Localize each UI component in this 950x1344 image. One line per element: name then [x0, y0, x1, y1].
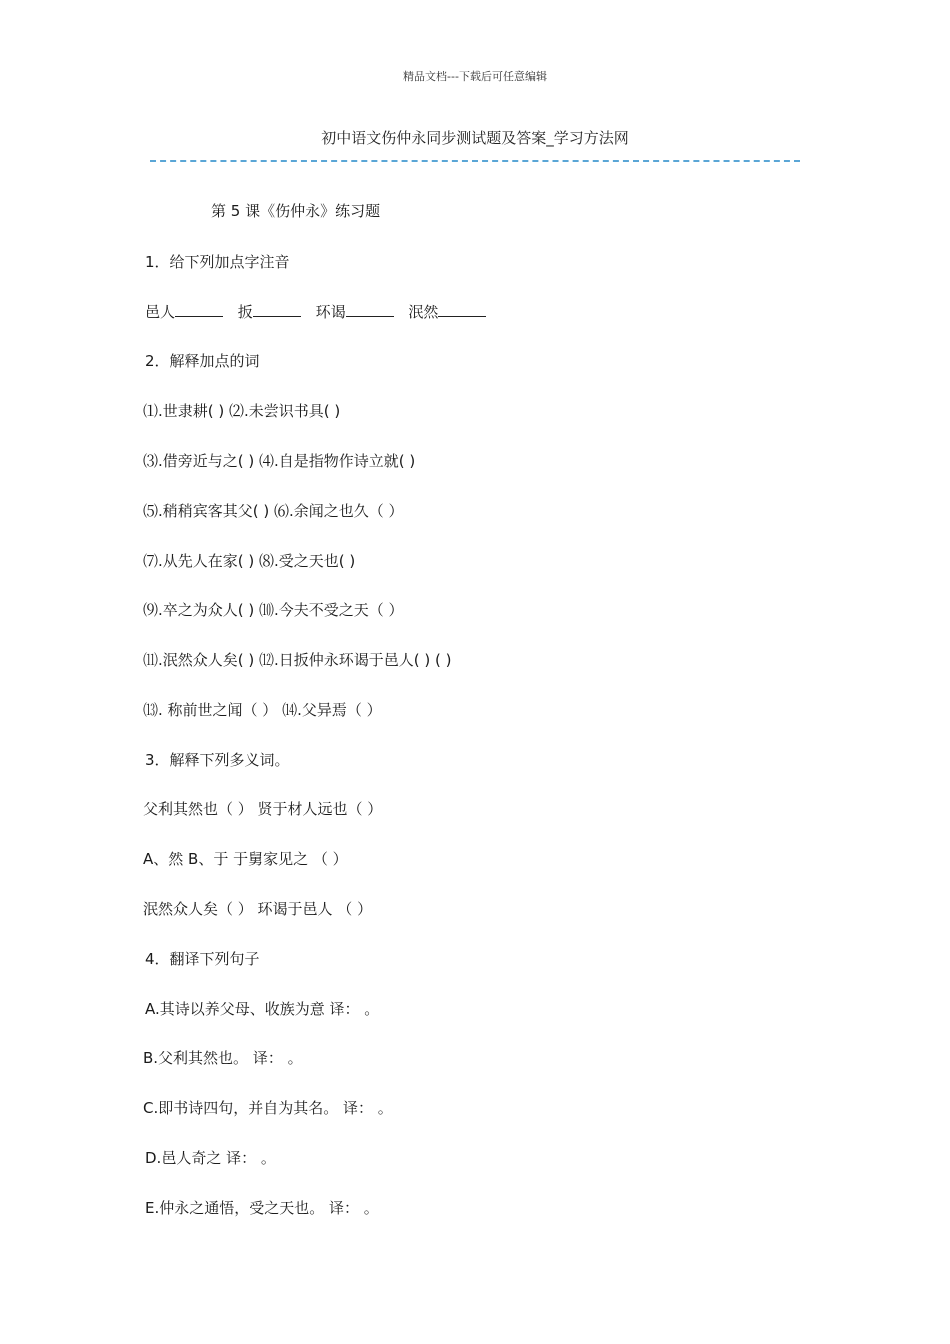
question-2-line: ⑶.借旁近与之( ) ⑷.自是指物作诗立就( )	[143, 452, 416, 470]
question-3-heading: 3．解释下列多义词。	[145, 751, 290, 769]
question-3-line: A、然 B、于 于舅家见之 （ ）	[143, 850, 348, 868]
pinyin-item: 邑人	[145, 303, 176, 321]
question-1-heading: 1．给下列加点字注音	[145, 253, 290, 271]
pinyin-item: 环谒	[315, 303, 346, 321]
question-1-items	[145, 302, 496, 322]
question-4-line: C.即书诗四句，并自为其名。 译： 。	[143, 1099, 393, 1117]
question-3-line: 泯然众人矣（ ） 环谒于邑人 （ ）	[143, 900, 373, 918]
lesson-heading: 第 5 课《伤仲永》练习题	[211, 202, 381, 220]
question-2-line: ⑺.从先人在家( ) ⑻.受之天也( )	[143, 552, 356, 570]
header-note: 精品文档---下载后可任意编辑	[403, 70, 547, 83]
answer-blank[interactable]	[253, 302, 301, 317]
answer-blank[interactable]	[175, 302, 223, 317]
document-title: 初中语文伤仲永同步测试题及答案_学习方法网	[321, 129, 629, 147]
question-2-line: ⑴.世隶耕( ) ⑵.未尝识书具( )	[143, 402, 341, 420]
question-2-line: ⒀. 称前世之闻（ ） ⒁.父异焉（ ）	[143, 701, 382, 719]
answer-blank[interactable]	[346, 302, 394, 317]
question-2-heading: 2．解释加点的词	[145, 352, 260, 370]
question-4-line: E.仲永之通悟，受之天也。 译： 。	[145, 1199, 379, 1217]
question-4-line: A.其诗以养父母、收族为意 译： 。	[145, 1000, 380, 1018]
question-2-line: ⑾.泯然众人矣( ) ⑿.日扳仲永环谒于邑人( ) ( )	[143, 651, 452, 669]
question-3-line: 父利其然也（ ） 贤于材人远也（ ）	[143, 800, 383, 818]
answer-blank[interactable]	[438, 302, 486, 317]
question-4-line: D.邑人奇之 译： 。	[145, 1149, 276, 1167]
question-2-line: ⑼.卒之为众人( ) ⑽.今夫不受之天（ ）	[143, 601, 404, 619]
question-4-line: B.父利其然也。 译： 。	[143, 1049, 303, 1067]
question-2-line: ⑸.稍稍宾客其父( ) ⑹.余闻之也久（ ）	[143, 502, 404, 520]
pinyin-item: 泯然	[408, 303, 439, 321]
dashed-divider	[150, 160, 800, 162]
question-4-heading: 4．翻译下列句子	[145, 950, 260, 968]
pinyin-item: 扳	[237, 303, 253, 321]
